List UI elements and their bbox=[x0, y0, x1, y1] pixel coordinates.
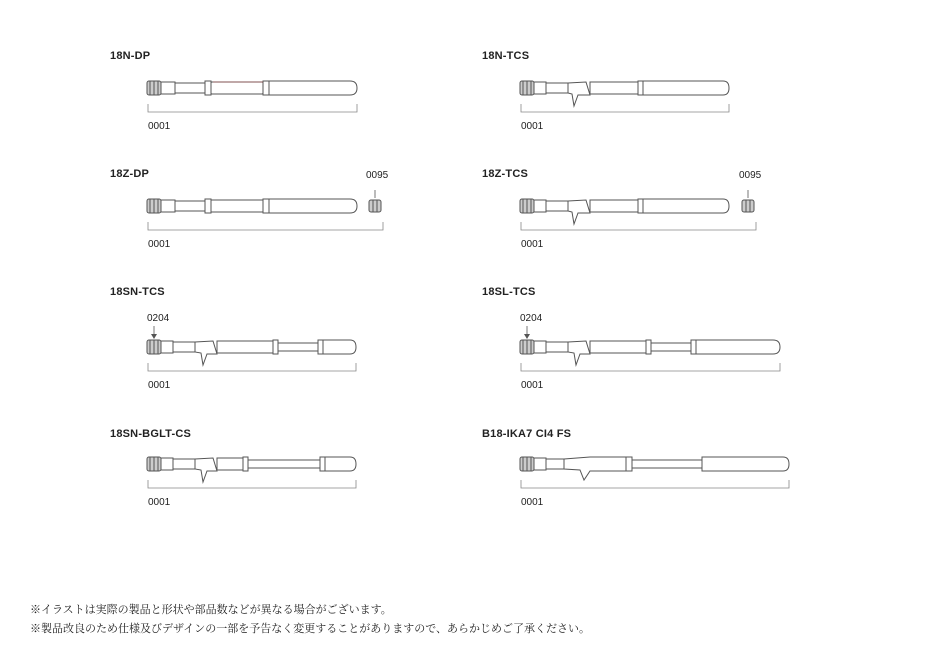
model-label-18z-tcs: 18Z-TCS bbox=[482, 168, 529, 180]
model-label-18sn-bglt-cs: 18SN-BGLT-CS bbox=[110, 428, 192, 440]
part-number: 0001 bbox=[521, 121, 544, 132]
model-label-18n-tcs: 18N-TCS bbox=[482, 50, 530, 62]
model-label-18sn-tcs: 18SN-TCS bbox=[110, 286, 165, 298]
rod-diagram-18n-tcs bbox=[518, 76, 738, 126]
part-number-extra: 0204 bbox=[520, 313, 543, 324]
part-number-extra: 0095 bbox=[739, 170, 762, 181]
part-number-extra: 0095 bbox=[366, 170, 389, 181]
rod-diagram-b18-ika7-ci4-fs bbox=[518, 452, 798, 502]
model-label-18n-dp: 18N-DP bbox=[110, 50, 151, 62]
part-number: 0001 bbox=[521, 497, 544, 508]
part-number: 0001 bbox=[148, 121, 171, 132]
model-label-18z-dp: 18Z-DP bbox=[110, 168, 150, 180]
rod-diagram-18z-dp bbox=[145, 194, 390, 244]
model-label-18sl-tcs: 18SL-TCS bbox=[482, 286, 536, 298]
part-number: 0001 bbox=[148, 497, 171, 508]
model-label-b18-ika7-ci4-fs: B18-IKA7 CI4 FS bbox=[482, 428, 572, 440]
part-number: 0001 bbox=[148, 380, 171, 391]
disclaimer-note: ※イラストは実際の製品と形状や部品数などが異なる場合がございます。 bbox=[30, 604, 392, 616]
disclaimer-note: ※製品改良のため仕様及びデザインの一部を予告なく変更することがありますので、あらかじめご了承ください。 bbox=[30, 623, 591, 635]
part-number: 0001 bbox=[148, 239, 171, 250]
rod-diagram-18sl-tcs bbox=[518, 328, 788, 378]
rod-diagram-18sn-bglt-cs bbox=[145, 452, 365, 502]
rod-diagram-18n-dp bbox=[145, 76, 365, 126]
part-number: 0001 bbox=[521, 380, 544, 391]
rod-diagram-18z-tcs bbox=[518, 194, 763, 244]
part-number-extra: 0204 bbox=[147, 313, 170, 324]
rod-diagram-18sn-tcs bbox=[145, 328, 365, 378]
part-number: 0001 bbox=[521, 239, 544, 250]
